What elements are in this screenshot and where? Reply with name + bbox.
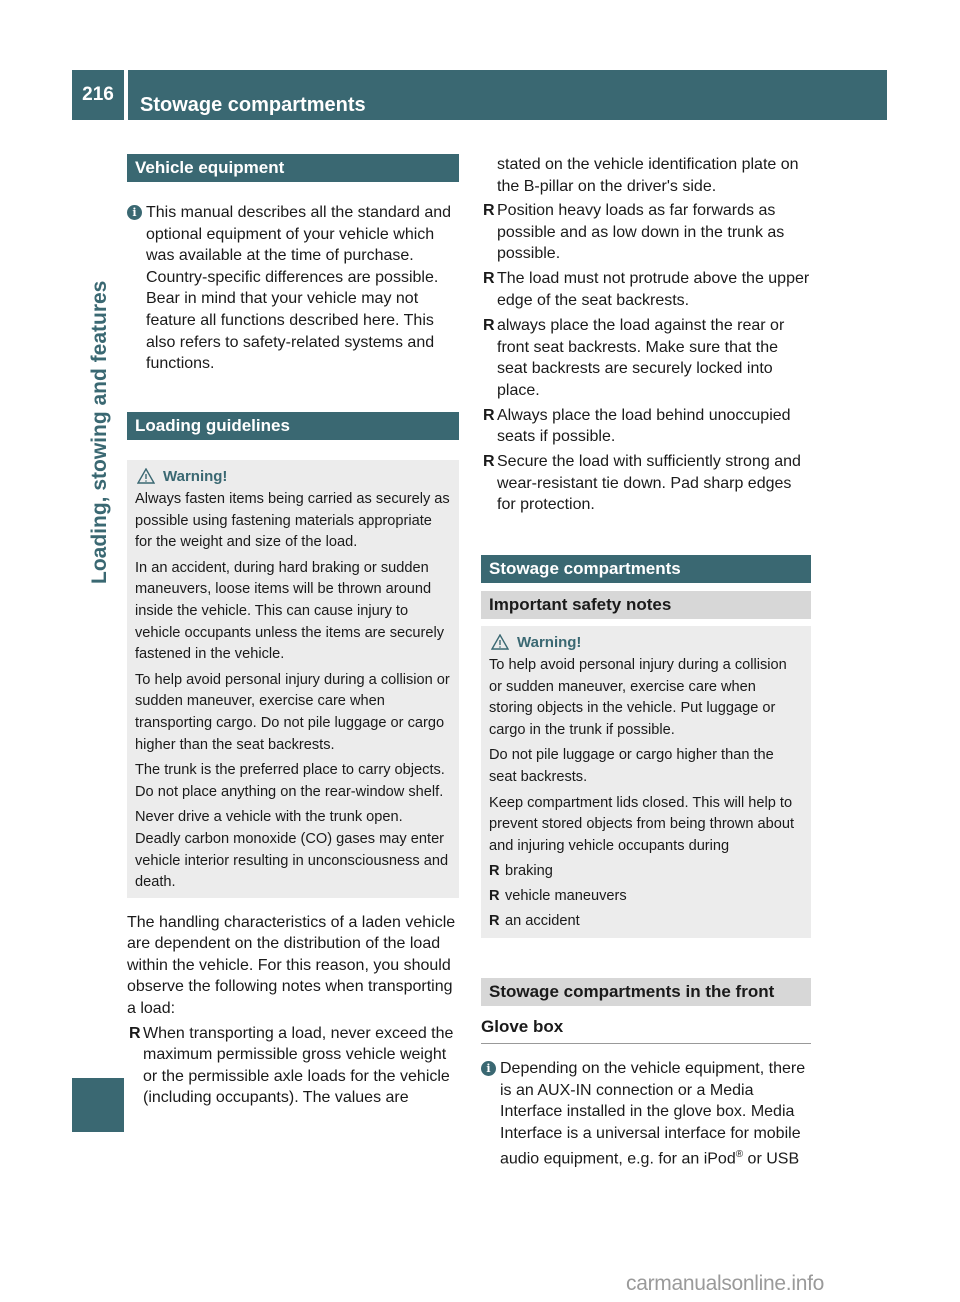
bullet-marker: R <box>489 863 500 880</box>
front-stowage-heading: Stowage compartments in the front <box>481 978 811 1006</box>
loading-body-text: The handling characteristics of a laden vehicle are dependent on the distribution of the load within the vehicle. For this reason, you should observe the following notes when transporting a load: <box>127 913 456 1018</box>
warning-title <box>491 631 803 653</box>
list-item <box>481 315 811 401</box>
list-item <box>127 1023 459 1109</box>
warning-bullet-list <box>489 861 803 933</box>
bullet-marker: R <box>483 316 495 334</box>
warning-box <box>481 626 811 938</box>
safety-notes-heading: Important safety notes <box>481 591 811 619</box>
warning-triangle-icon <box>137 468 155 484</box>
vehicle-equipment-section <box>127 154 459 375</box>
warning-paragraph: Always fasten items being carried as securely as possible using fastening materials appropriate for the weight and size of the load. <box>135 491 450 551</box>
loading-continued <box>481 154 811 519</box>
info-icon: i <box>481 1061 496 1076</box>
warning-triangle-icon <box>491 634 509 650</box>
list-item-text: always place the load against the rear or front seat backrests. Make sure that the seat backrests are securely locked into place. <box>497 316 785 399</box>
page-title: Stowage compartments <box>140 94 366 116</box>
bullet-marker: R <box>489 888 500 905</box>
loading-guidelines-section <box>127 412 459 1112</box>
list-item-text: an accident <box>505 913 580 930</box>
bullet-marker: R <box>483 270 495 288</box>
warning-paragraph: Do not pile luggage or cargo higher than the seat backrests. <box>489 747 774 785</box>
list-item-text: Secure the load with sufficiently strong and wear-resistant tie down. Pad sharp edges for protection. <box>497 453 801 514</box>
info-text: This manual describes all the standard and optional equipment of your vehicle which was available at the time of purchase. Country-specific differences are possible. Bear in mind that your vehicle may not feature all functions described here. This also refers to safety-related systems and functions. <box>146 204 452 373</box>
list-item-text: When transporting a load, never exceed the maximum permissible gross vehicle weight or the permissible axle loads for the vehicle (including occupants). The values are <box>143 1024 454 1107</box>
list-item <box>489 861 803 883</box>
stowage-heading: Stowage compartments <box>481 555 811 583</box>
warning-paragraph: To help avoid personal injury during a collision or sudden maneuver, exercise care when transporting cargo. Do not pile luggage or cargo higher than the seat backrests. <box>135 671 450 753</box>
bullet-marker: R <box>489 913 500 930</box>
list-item <box>481 405 811 448</box>
loading-guidelines-heading: Loading guidelines <box>127 412 459 440</box>
list-item <box>489 886 803 908</box>
info-text <box>500 1058 811 1170</box>
header-divider <box>124 70 128 120</box>
bullet-marker: R <box>129 1024 141 1042</box>
side-tab <box>82 130 118 610</box>
list-item-text: braking <box>505 863 553 880</box>
glove-box-heading: Glove box <box>481 1017 811 1044</box>
continuation-text: stated on the vehicle identification plate on the B-pillar on the driver's side. <box>497 156 799 195</box>
vehicle-equipment-info <box>127 202 459 375</box>
glove-box-info <box>481 1058 811 1170</box>
warning-title-text: Warning! <box>517 633 582 651</box>
watermark: carmanualsonline.info <box>626 1272 824 1295</box>
list-item-text: vehicle maneuvers <box>505 888 627 905</box>
list-item <box>489 911 803 933</box>
list-item <box>481 451 811 516</box>
warning-paragraph: The trunk is the preferred place to carry objects. Do not place anything on the rear-window shelf. <box>135 762 445 800</box>
warning-box <box>127 460 459 898</box>
vehicle-equipment-heading: Vehicle equipment <box>127 154 459 182</box>
loading-bullet-list-continued <box>481 200 811 516</box>
warning-title-text: Warning! <box>163 467 228 485</box>
info-icon: i <box>127 205 142 220</box>
list-item-text: Always place the load behind unoccupied seats if possible. <box>497 406 791 446</box>
front-stowage-section <box>481 978 811 1170</box>
list-item-text: The load must not protrude above the upper edge of the seat backrests. <box>497 270 810 309</box>
page-number: 216 <box>82 84 114 105</box>
bullet-marker: R <box>483 202 495 220</box>
stowage-section <box>481 555 811 938</box>
registered-mark: ® <box>735 1149 744 1161</box>
bullet-marker: R <box>483 406 495 424</box>
side-tab-label: Loading, stowing and features <box>88 280 111 584</box>
warning-paragraph: In an accident, during hard braking or sudden maneuvers, loose items will be thrown around inside the vehicle. This can cause injury to vehicle occupants unless the items are securely fastened in the vehicle. <box>135 559 445 663</box>
warning-paragraph: Never drive a vehicle with the trunk open. Deadly carbon monoxide (CO) gases may enter vehicle interior resulting in unconsciousness and death. <box>135 809 449 891</box>
side-tab-marker <box>72 1078 124 1132</box>
list-item-text: Position heavy loads as far forwards as possible and as low down in the trunk as possible. <box>497 202 785 263</box>
list-item <box>481 268 811 311</box>
loading-bullet-list <box>127 1023 459 1109</box>
warning-paragraph: To help avoid personal injury during a collision or sudden maneuver, exercise care when storing objects in the vehicle. Put luggage or cargo in the trunk if possible. <box>489 657 787 738</box>
info-text-tail: or USB <box>743 1150 800 1168</box>
warning-paragraph: Keep compartment lids closed. This will help to prevent stored objects from being thrown about and injuring vehicle occupants during <box>489 794 795 854</box>
bullet-marker: R <box>483 453 495 471</box>
info-text-main: Depending on the vehicle equipment, there is an AUX-IN connection or a Media Interface installed in the glove box. Media Interface is a universal interface for mobile audio equipment, e.g. for an iPod <box>500 1060 806 1168</box>
list-item <box>481 200 811 265</box>
warning-title <box>137 465 451 487</box>
